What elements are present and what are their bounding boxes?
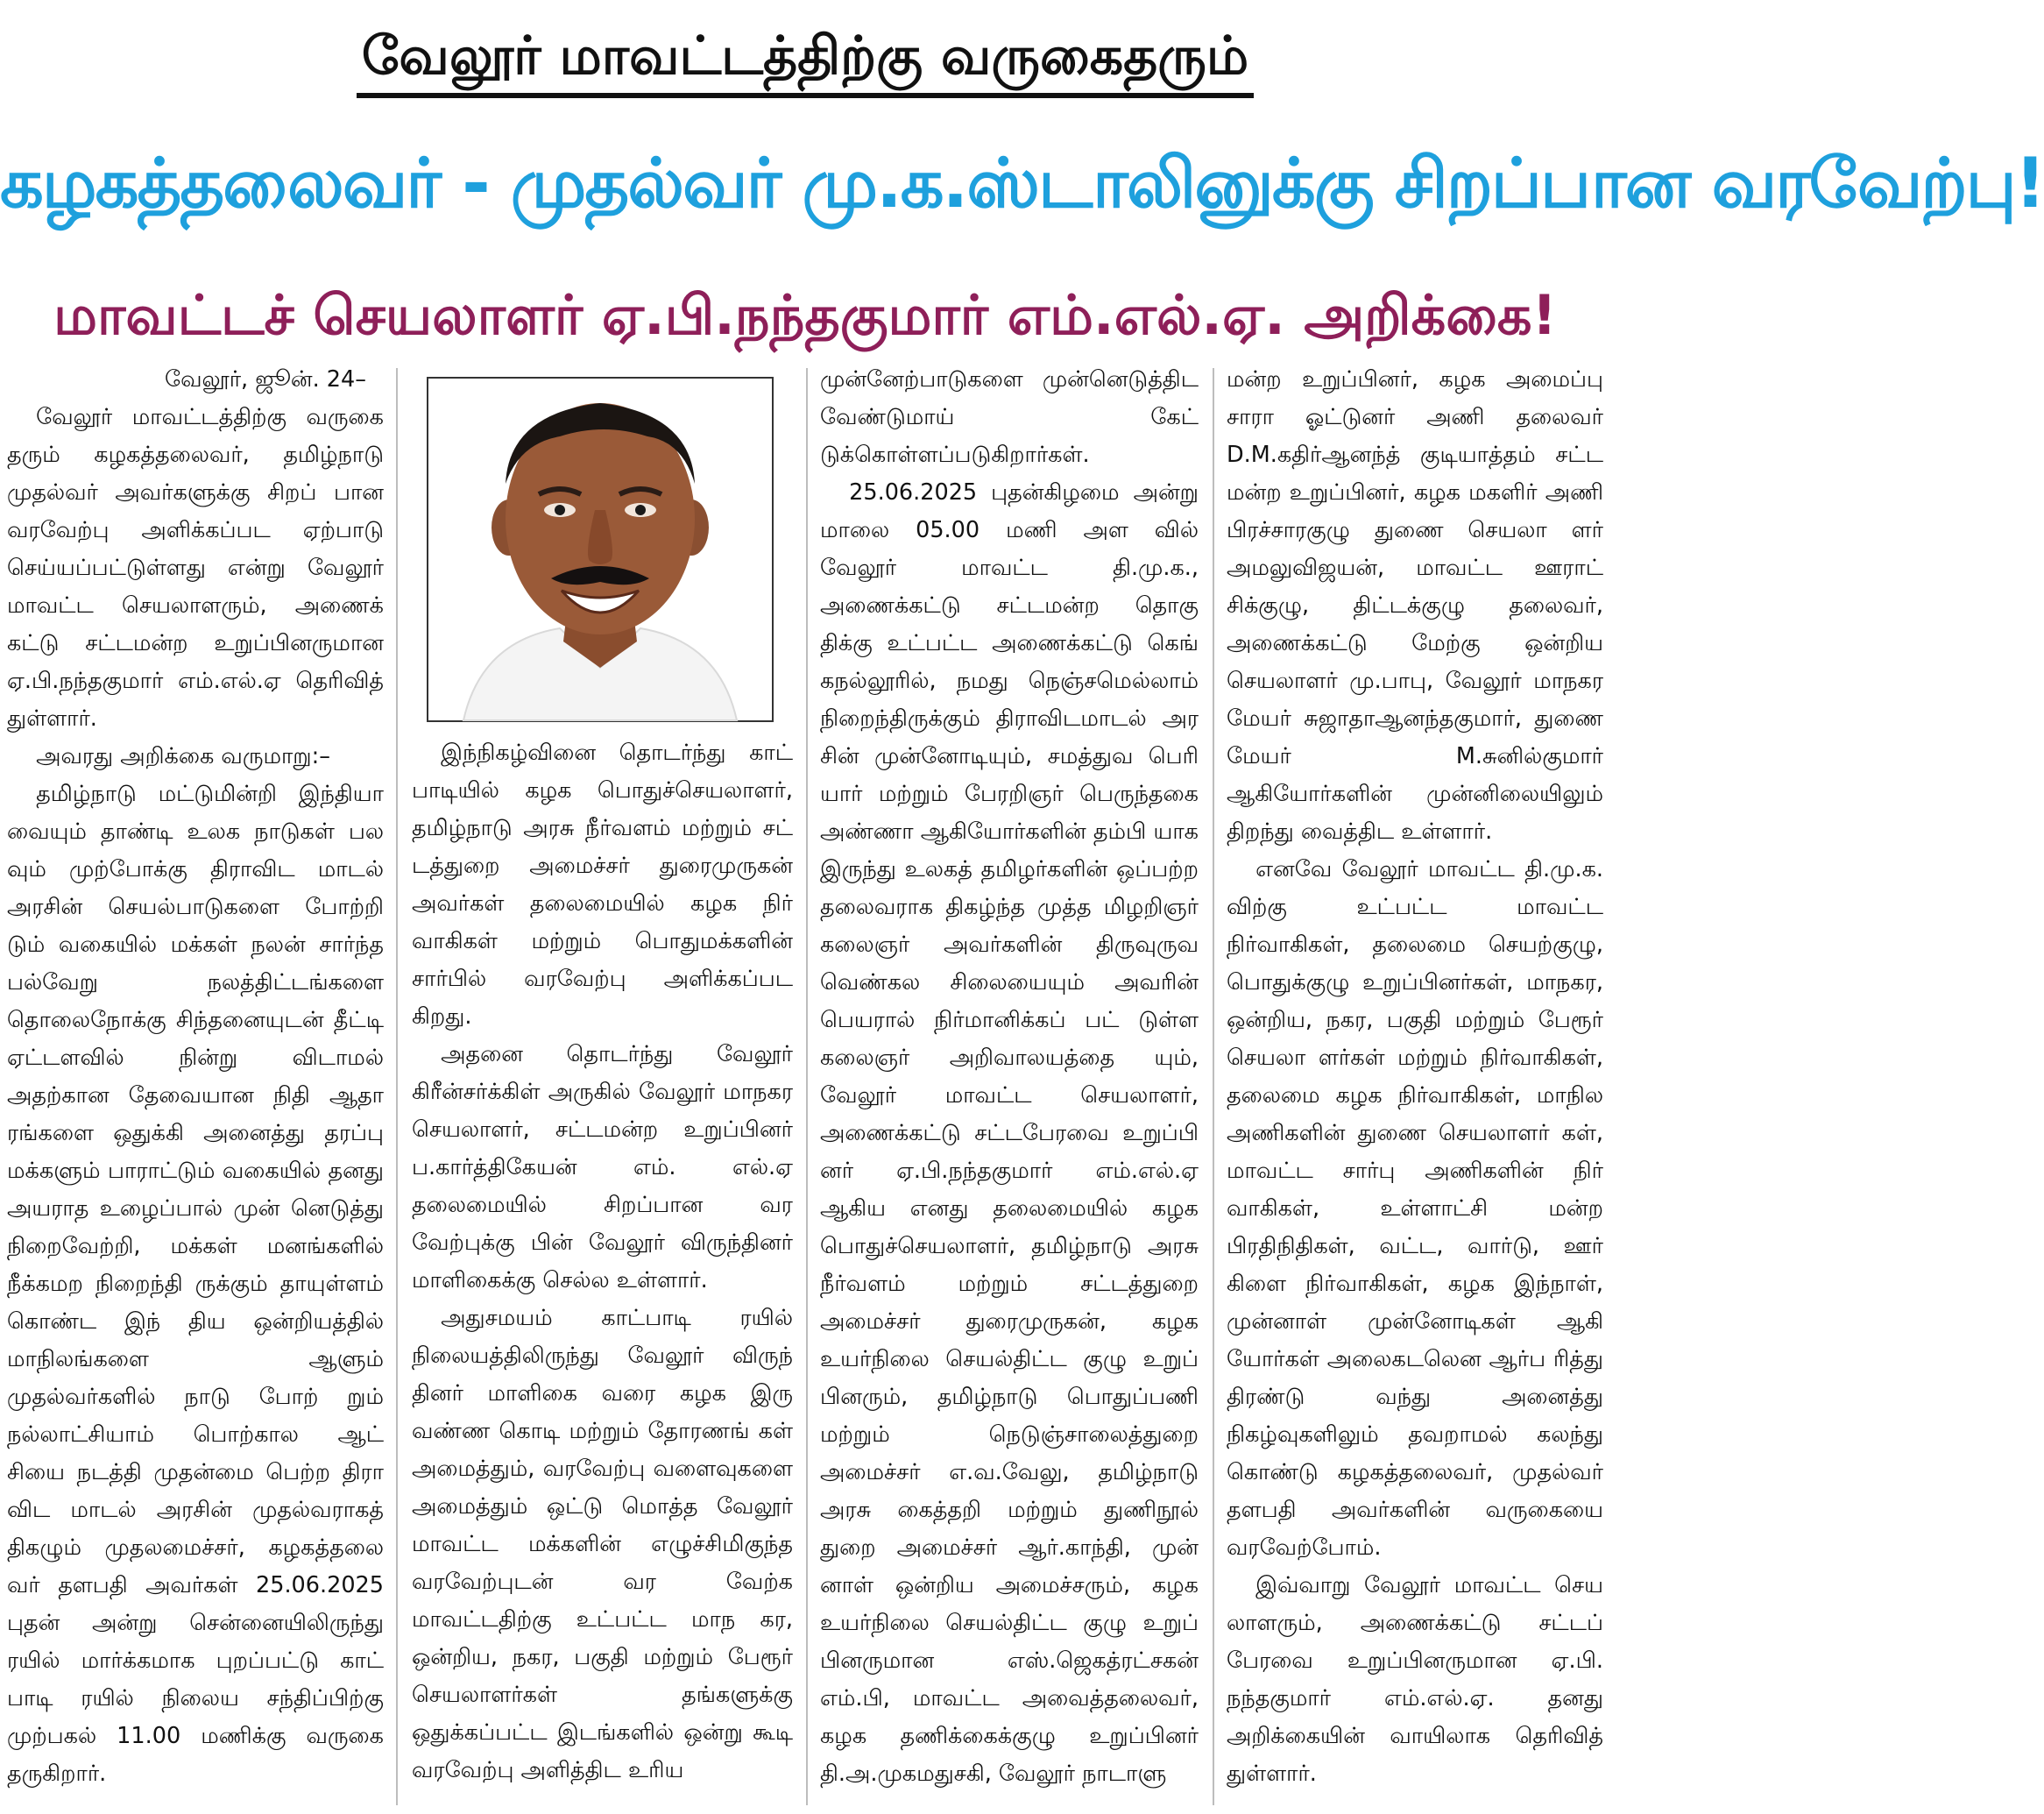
- paragraph: 25.06.2025 புதன்கிழமை அன்று மாலை 05.00 மணி அள வில் வேலூர் மாவட்ட தி.மு.க., அணைக்கட்டு சட்டமன்ற தொகு திக்கு உட்பட்ட அணைக்கட்டு கெங் கநல்லூரில், நமது நெஞ்சமெல்லாம் நிறைந்திருக்கும் திராவிடமாடல் அர சின் முன்னோடியும், சமத்துவ பெரி யார் மற்றும் பேரறிஞர் பெருந்தகை அண்ணா ஆகியோர்களின் தம்பி யாக இருந்து உலகத் தமிழர்களின் ஒப்பற்ற தலைவராக திகழ்ந்த முத்த மிழறிஞர் கலைஞர் அவர்களின் திருவுருவ வெண்கல சிலையையும் அவரின் பெயரால் நிர்மானிக்கப் பட் டுள்ள கலைஞர் அறிவாலயத்தை யும், வேலூர் மாவட்ட செயலாளர், அணைக்கட்டு சட்டபேரவை உறுப்பி னர் ஏ.பி.நந்தகுமார் எம்.எல்.ஏ ஆகிய எனது தலைமையில் கழக பொதுச்செயலாளர், தமிழ்நாடு அரசு நீர்வளம் மற்றும் சட்டத்துறை அமைச்சர் துரைமுருகன், கழக உயர்நிலை செயல்திட்ட குழு உறுப் பினரும், தமிழ்நாடு பொதுப்பணி மற்றும் நெடுஞ்சாலைத்துறை அமைச்சர் எ.வ.வேலு, தமிழ்நாடு அரசு கைத்தறி மற்றும் துணிநூல் துறை அமைச்சர் ஆர்.காந்தி, முன் னாள் ஒன்றிய அமைச்சரும், கழக உயர்நிலை செயல்திட்ட குழு உறுப் பினருமான எஸ்.ஜெகத்ரட்சகன் எம்.பி, மாவட்ட அவைத்தலைவர், கழக தணிக்கைக்குழு உறுப்பினர் தி.அ.முகமதுசகி, வேலூர் நாடாளு: [820, 479, 1199, 1787]
- column-divider: [806, 368, 808, 1805]
- article-column-3: [820, 361, 1199, 1807]
- paragraph: அதுசமயம் காட்பாடி ரயில் நிலையத்திலிருந்து வேலூர் விருந் தினர் மாளிகை வரை கழக இரு வண்ண கொடி மற்றும் தோரணங் கள் அமைத்தும், வரவேற்பு வளைவுகளை அமைத்தும் ஒட்டு மொத்த வேலூர் மாவட்ட மக்களின் எழுச்சிமிகுந்த வரவேற்புடன் வர வேற்க மாவட்டதிற்கு உட்பட்ட மாந கர, ஒன்றிய, நகர, பகுதி மற்றும் பேரூர் செயலாளர்கள் தங்களுக்கு ஒதுக்கப்பட்ட இடங்களில் ஒன்று கூடி வரவேற்பு அளித்திட உரிய: [412, 1305, 793, 1783]
- paragraph: மன்ற உறுப்பினர், கழக அமைப்பு சாரா ஓட்டுனர் அணி தலைவர் D.M.கதிர்ஆனந்த் குடியாத்தம் சட்ட மன்ற உறுப்பினர், கழக மகளிர் அணி பிரச்சாரகுழு துணை செயலா ளர் அமலுவிஜயன், மாவட்ட ஊராட் சிக்குழு, திட்டக்குழு தலைவர், அணைக்கட்டு மேற்கு ஒன்றிய செயலாளர் மு.பாபு, வேலூர் மாநகர மேயர் சுஜாதாஆனந்தகுமார், துணை மேயர் M.சுனில்குமார் ஆகியோர்களின் முன்னிலையிலும் திறந்து வைத்திட உள்ளார்.: [1227, 366, 1603, 845]
- paragraph: இந்நிகழ்வினை தொடர்ந்து காட் பாடியில் கழக பொதுச்செயலாளர், தமிழ்நாடு அரசு நீர்வளம் மற்றும் சட் டத்துறை அமைச்சர் துரைமுருகன் அவர்கள் தலைமையில் கழக நிர் வாகிகள் மற்றும் பொதுமக்களின் சார்பில் வரவேற்பு அளிக்கப்பட கிறது.: [412, 740, 793, 1030]
- article-column-2: [412, 734, 793, 1812]
- paragraph: இவ்வாறு வேலூர் மாவட்ட செய லாளரும், அணைக்கட்டு சட்டப் பேரவை உறுப்பினருமான ஏ.பி. நந்தகுமார் எம்.எல்.ஏ. தனது அறிக்கையின் வாயிலாக தெரிவித் துள்ளார்.: [1227, 1572, 1603, 1787]
- sub-headline: மாவட்டச் செயலாளர் ஏ.பி.நந்தகுமார் எம்.எல்.ஏ. அறிக்கை!: [53, 283, 1557, 347]
- paragraph: தமிழ்நாடு மட்டுமின்றி இந்தியா வையும் தாண்டி உலக நாடுகள் பல வும் முற்போக்கு திராவிட மாடல் அரசின் செயல்பாடுகளை போற்றி டும் வகையில் மக்கள் நலன் சார்ந்த பல்வேறு நலத்திட்டங்களை தொலைநோக்கு சிந்தனையுடன் தீட்டி ஏட்டளவில் நின்று விடாமல் அதற்கான தேவையான நிதி ஆதா ரங்களை ஒதுக்கி அனைத்து தரப்பு மக்களும் பாராட்டும் வகையில் தனது அயராத உழைப்பால் முன் னெடுத்து நிறைவேற்றி, மக்கள் மனங்களில் நீக்கமற நிறைந்தி ருக்கும் தாயுள்ளம் கொண்ட இந் திய ஒன்றியத்தில் மாநிலங்களை ஆளும் முதல்வர்களில் நாடு போற் றும் நல்லாட்சியாம் பொற்கால ஆட் சியை நடத்தி முதன்மை பெற்ற திரா விட மாடல் அரசின் முதல்வராகத் திகழும் முதலமைச்சர், கழகத்தலை வர் தளபதி அவர்கள் 25.06.2025 புதன் அன்று சென்னையிலிருந்து ரயில் மார்க்கமாக புறப்பட்டு காட் பாடி ரயில் நிலைய சந்திப்பிற்கு முற்பகல் 11.00 மணிக்கு வருகை தருகிறார்.: [7, 781, 384, 1787]
- dateline: வேலூர், ஜூன். 24–: [165, 366, 366, 393]
- paragraph: அதனை தொடர்ந்து வேலூர் கிரீன்சர்க்கிள் அருகில் வேலூர் மாநகர செயலாளர், சட்டமன்ற உறுப்பினர் ப.கார்த்திகேயன் எம். எல்.ஏ தலைமையில் சிறப்பான வர வேற்புக்கு பின் வேலூர் விருந்தினர் மாளிகைக்கு செல்ல உள்ளார்.: [412, 1041, 793, 1293]
- paragraph: அவரது அறிக்கை வருமாறு:–: [36, 743, 330, 769]
- main-headline: கழகத்தலைவர் - முதல்வர் மு.க.ஸ்டாலினுக்கு சிறப்பான வரவேற்பு!: [0, 145, 2044, 223]
- paragraph: வேலூர் மாவட்டத்திற்கு வருகை தரும் கழகத்தலைவர், தமிழ்நாடு முதல்வர் அவர்களுக்கு சிறப் பான வரவேற்பு அளிக்கப்பட ஏற்பாடு செய்யப்பட்டுள்ளது என்று வேலூர் மாவட்ட செயலாளரும், அணைக் கட்டு சட்டமன்ற உறுப்பினருமான ஏ.பி.நந்தகுமார் எம்.எல்.ஏ தெரிவித் துள்ளார்.: [7, 404, 384, 732]
- column-divider: [1213, 368, 1214, 1805]
- column-divider: [396, 368, 398, 1805]
- article-column-1: [7, 361, 384, 1807]
- paragraph: எனவே வேலூர் மாவட்ட தி.மு.க. விற்கு உட்பட்ட மாவட்ட நிர்வாகிகள், தலைமை செயற்குழு, பொதுக்குழு உறுப்பினர்கள், மாநகர, ஒன்றிய, நகர, பகுதி மற்றும் பேரூர் செயலா ளர்கள் மற்றும் நிர்வாகிகள், தலைமை கழக நிர்வாகிகள், மாநில அணிகளின் துணை செயலாளர் கள், மாவட்ட சார்பு அணிகளின் நிர் வாகிகள், உள்ளாட்சி மன்ற பிரதிநிதிகள், வட்ட, வார்டு, ஊர் கிளை நிர்வாகிகள், கழக இந்நாள், முன்னாள் முன்னோடிகள் ஆகி யோர்கள் அலைகடலென ஆர்ப ரித்து திரண்டு வந்து அனைத்து நிகழ்வுகளிலும் தவறாமல் கலந்து கொண்டு கழகத்தலைவர், முதல்வர் தளபதி அவர்களின் வருகையை வரவேற்போம்.: [1227, 856, 1603, 1561]
- paragraph: முன்னேற்பாடுகளை முன்னெடுத்திட வேண்டுமாய் கேட் டுக்கொள்ளப்படுகிறார்கள்.: [820, 366, 1199, 468]
- kicker-heading: வேலூர் மாவட்டத்திற்கு வருகைதரும்: [0, 16, 1610, 96]
- article-column-4: [1227, 361, 1603, 1807]
- portrait-photo: [427, 377, 774, 722]
